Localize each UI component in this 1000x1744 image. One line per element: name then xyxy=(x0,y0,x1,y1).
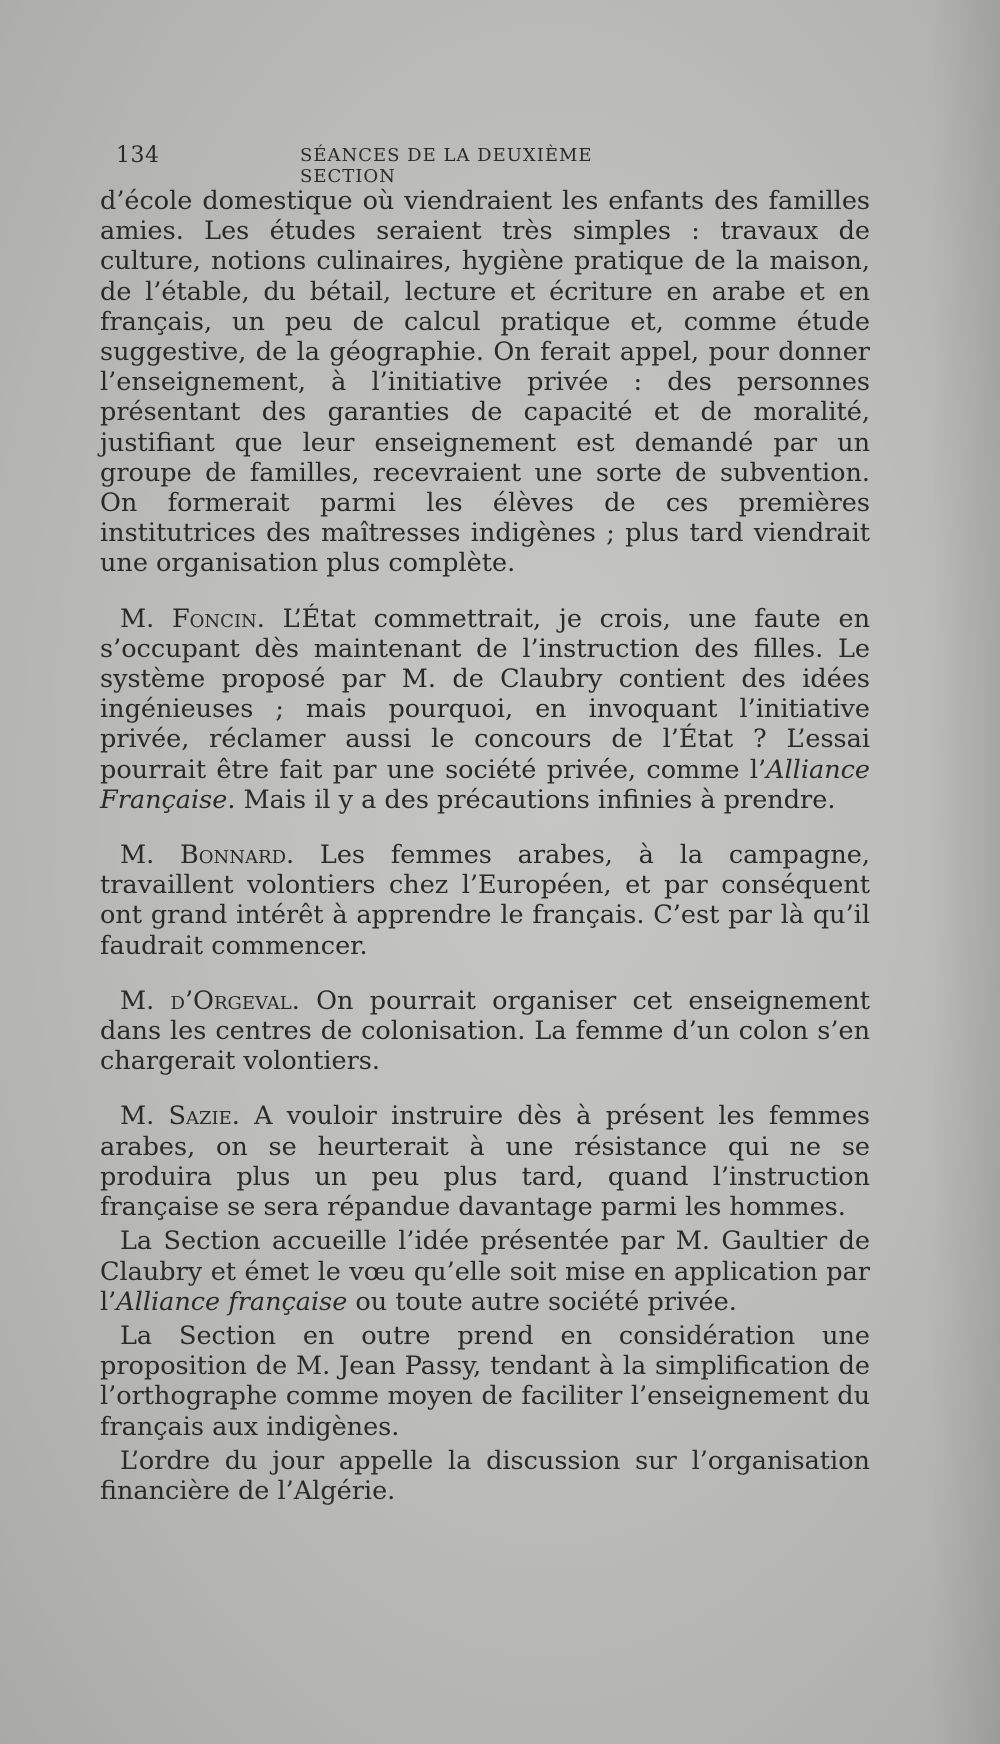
paragraph-order-of-day xyxy=(100,1446,870,1506)
paragraph-text: On pourrait organiser cet enseignement dans les centres de colonisation. La femme d’un colon s’en chargerait volontiers. xyxy=(100,985,870,1077)
paragraph-passy-proposal xyxy=(100,1321,870,1442)
paragraph-text: L’État commettrait, je crois, une faute en s’occupant dès maintenant de l’instruction des filles. Le système proposé par M. de Claubry contient des idées ingénieuses ; mais pourquoi, en invoquant l’initiative privée, réclamer aussi le concours de l’État ? L’essai pourrait être fait par une société privée, comme l’ xyxy=(100,603,870,785)
speaker-name: M. Bonnard. xyxy=(120,840,295,871)
paragraph-bonnard xyxy=(100,840,870,961)
paragraph-sazie xyxy=(100,1101,870,1222)
paragraph-text: . Mais il y a des précautions infinies à prendre. xyxy=(227,784,836,815)
paragraph-continuation xyxy=(100,186,870,579)
speaker-name: M. d’Orgeval. xyxy=(120,985,300,1016)
page-number: 134 xyxy=(116,143,160,168)
speaker-name: M. Sazie. xyxy=(120,1101,240,1132)
paragraph-text: La Section accueille l’idée présentée par M. Gaultier de Claubry et émet le vœu qu’elle soit mise en application par l’ xyxy=(100,1226,870,1317)
paragraph-section-resolution xyxy=(100,1226,870,1317)
paragraph-text: Les femmes arabes, à la campagne, travaillent volontiers chez l’Européen, et par conséquent ont grand intérêt à apprendre le français. C’est par là qu’il faudrait commencer. xyxy=(100,840,870,961)
running-title: SÉANCES DE LA DEUXIÈME SECTION xyxy=(300,145,593,187)
speaker-name: M. Foncin. xyxy=(120,603,265,634)
paragraph-text: ou toute autre société privée. xyxy=(347,1286,737,1317)
paragraph-text: d’école domestique où viendraient les enfants des familles amies. Les études seraient très simples : travaux de culture, notions culinaires, hygiène pratique de la maison, de l’étable, du bétail, lecture et écriture en arabe et en français, un peu de calcul pratique et, comme étude suggestive, de la géographie. On ferait appel, pour donner l’enseignement, à l’initiative privée : des personnes présentant des garanties de capacité et de moralité, justifiant que leur enseignement est demandé par un groupe de familles, recevraient une sorte de subvention. On formerait parmi les élèves de ces premières institutrices des maîtresses indigènes ; plus tard viendrait une organisation plus complète. xyxy=(100,186,870,579)
italic-title: Alliance française xyxy=(116,1286,348,1317)
paragraph-foncin xyxy=(100,604,870,815)
paragraph-text: La Section en outre prend en considération une proposition de M. Jean Passy, tendant à la simplification de l’orthographe comme moyen de faciliter l’enseignement du français aux indigènes. xyxy=(100,1320,870,1442)
body-text xyxy=(100,186,870,1506)
page-header xyxy=(116,143,676,187)
paragraph-orgeval xyxy=(100,986,870,1077)
paragraph-text: L’ordre du jour appelle la discussion sur l’organisation financière de l’Algérie. xyxy=(100,1445,870,1506)
italic-title: Alliance Française xyxy=(100,754,870,815)
paragraph-text: A vouloir instruire dès à présent les femmes arabes, on se heurterait à une résistance qui ne se produira plus un peu plus tard, quand l’instruction française se sera répandue davantage parmi les hommes. xyxy=(100,1101,870,1223)
